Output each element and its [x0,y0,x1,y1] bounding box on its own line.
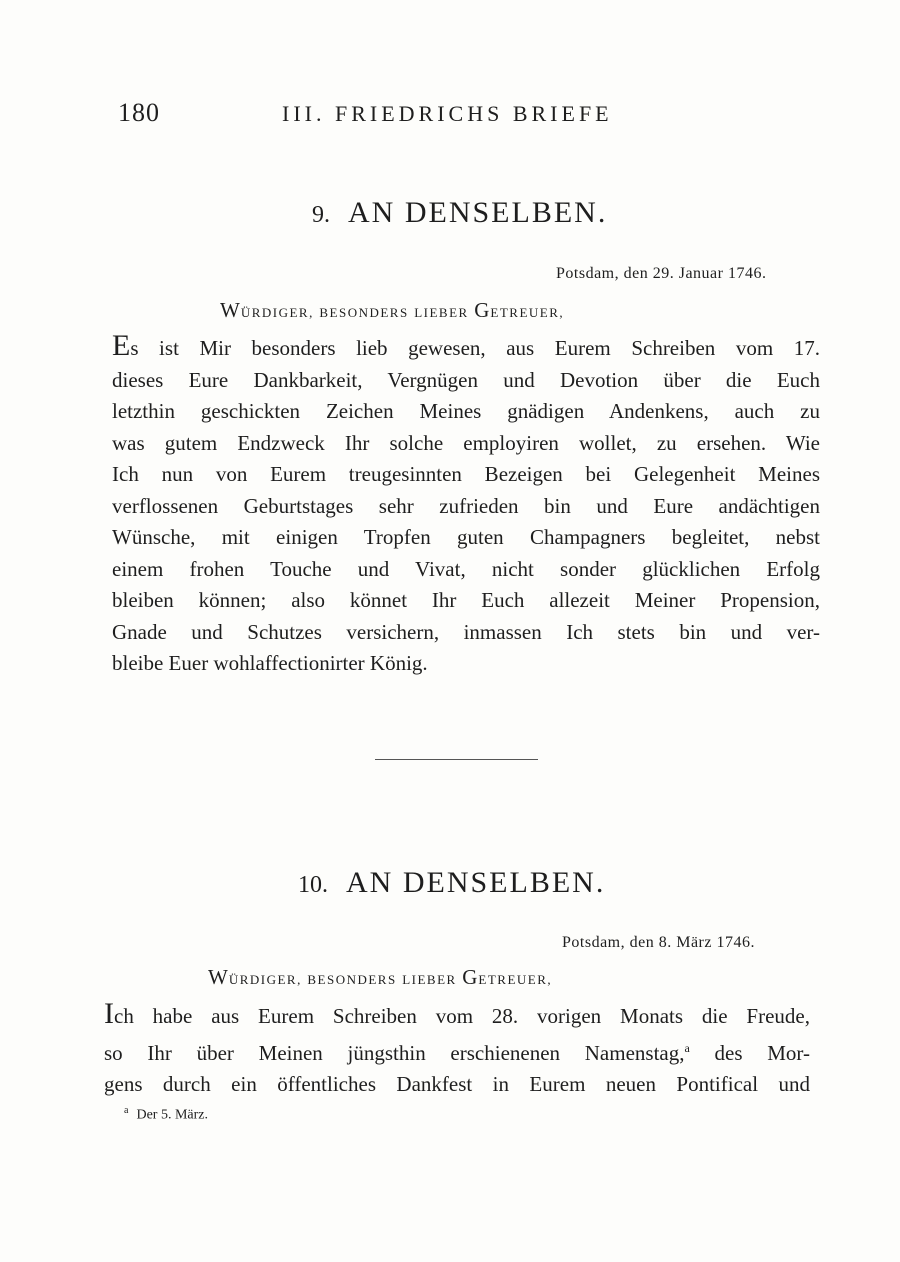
body-line: bleiben können; also könnet Ihr Euch allezeit Meiner Propension, [112,588,820,612]
body-line: Ich habe aus Eurem Schreiben vom 28. vorigen Monats die Freude, [104,997,810,1030]
body-line: Es ist Mir besonders lieb gewesen, aus Eurem Schreiben vom 17. [112,329,820,362]
letter-10-number: 10. [298,872,328,898]
running-title: III. FRIEDRICHS BRIEFE [282,101,613,126]
letter-10-title: AN DENSELBEN. [346,866,606,899]
body-line: Wünsche, mit einigen Tropfen guten Champagners begleitet, nebst [112,525,820,549]
letter-10-date: Potsdam, den 8. März 1746. [562,934,755,951]
footnote-mark: a [124,1105,129,1116]
letter-9-number: 9. [312,202,330,228]
letter-9-date: Potsdam, den 29. Januar 1746. [556,265,767,282]
letter-9-heading [312,196,607,230]
footnote-reference: a [684,1040,690,1055]
letter-10-salutation: WÜRDIGER, BESONDERS LIEBER GETREUER, [208,965,553,989]
body-line: gens durch ein öffentliches Dankfest in Eurem neuen Pontifical und [104,1072,810,1096]
body-line: Ich nun von Eurem treugesinnten Bezeigen bei Gelegenheit Meines [112,462,820,486]
body-line: was gutem Endzweck Ihr solche employiren wollet, zu ersehen. Wie [112,430,820,455]
letter-9-salutation: WÜRDIGER, BESONDERS LIEBER GETREUER, [220,298,565,322]
letter-10-body [104,998,810,1101]
body-line: bleibe Euer wohlaffectionirter König. [112,651,428,675]
letter-9-title: AN DENSELBEN. [348,196,608,229]
letter-9-body [112,330,820,680]
drop-initial: E [112,329,131,362]
footnote-text: Der 5. März. [136,1107,208,1123]
body-line: einem frohen Touche und Vivat, nicht sonder glücklichen Erfolg [112,556,820,581]
section-divider [375,759,538,760]
body-line: so Ihr über Meinen jüngsthin erschienenen Namenstag,$^a$ des Mor- [104,1040,810,1065]
body-line: dieses Eure Dankbarkeit, Vergnügen und Devotion über die Euch [112,367,820,392]
page-number: 180 [118,98,160,127]
body-line: Gnade und Schutzes versichern, inmassen Ich stets bin und ver- [112,619,820,644]
footnote [124,1105,208,1124]
drop-initial: I [104,997,114,1030]
body-line: letzthin geschickten Zeichen Meines gnädigen Andenkens, auch zu [112,399,820,423]
letter-10-heading [298,866,605,900]
body-line: verflossenen Geburtstages sehr zufrieden bin und Eure andächtigen [112,493,820,518]
